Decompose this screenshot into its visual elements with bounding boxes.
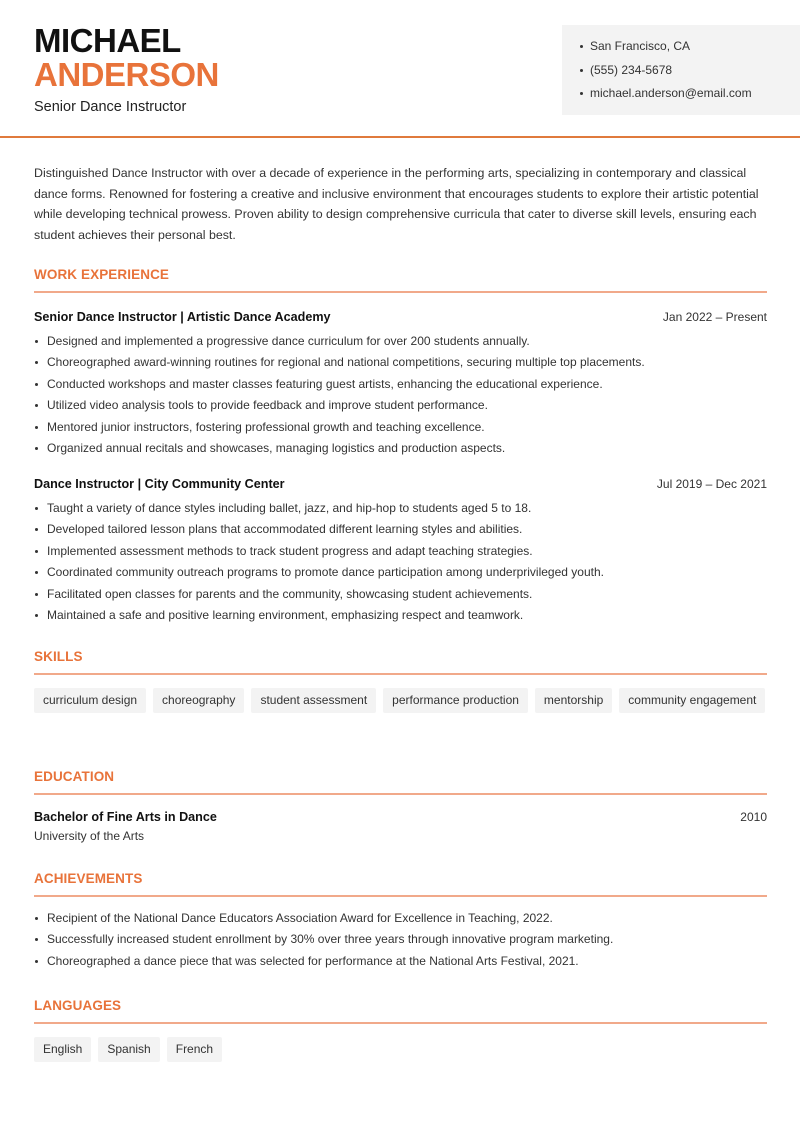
language-tag: French bbox=[167, 1037, 222, 1062]
skill-tag: choreography bbox=[153, 688, 244, 713]
skill-tag: performance production bbox=[383, 688, 528, 713]
language-tag: English bbox=[34, 1037, 91, 1062]
job-title: Senior Dance Instructor bbox=[34, 99, 187, 115]
first-name: MICHAEL bbox=[34, 22, 181, 59]
skill-tag: community engagement bbox=[619, 688, 765, 713]
job-bullet: Taught a variety of dance styles including ballet, jazz, and hip-hop to students aged 5 to 18. bbox=[34, 500, 767, 521]
job-bullet: Choreographed award-winning routines for regional and national competitions, securing multiple top placements. bbox=[34, 354, 767, 375]
email-text: michael.anderson@email.com bbox=[590, 86, 752, 100]
job-bullet: Developed tailored lesson plans that accommodated different learning styles and abilities. bbox=[34, 521, 767, 542]
degree-title: Bachelor of Fine Arts in Dance bbox=[34, 810, 217, 824]
job-bullets bbox=[34, 333, 767, 461]
job-bullet: Designed and implemented a progressive dance curriculum for over 200 students annually. bbox=[34, 333, 767, 354]
section-divider bbox=[34, 673, 767, 675]
summary-paragraph: Distinguished Dance Instructor with over a decade of experience in the performing arts, specializing in contemporary and classical dance forms. Renowned for fostering a creative and inclusive environment that encourages students to explore their artistic potential while developing technical prowess. Proven ability to design comprehensive curricula that cater to diverse skill levels, ensuring each student achieves their personal best. bbox=[34, 166, 759, 242]
section-title-education: EDUCATION bbox=[34, 769, 115, 784]
job-bullet: Coordinated community outreach programs to promote dance participation among underprivileged youth. bbox=[34, 564, 767, 585]
job-bullet: Implemented assessment methods to track student progress and adapt teaching strategies. bbox=[34, 543, 767, 564]
section-title-languages: LANGUAGES bbox=[34, 998, 122, 1013]
resume-header bbox=[0, 0, 800, 138]
skills-list bbox=[34, 688, 767, 713]
contact-phone[interactable] bbox=[580, 62, 800, 86]
achievement-item: Recipient of the National Dance Educators Association Award for Excellence in Teaching, 2022. bbox=[34, 910, 767, 931]
section-divider bbox=[34, 895, 767, 897]
section-divider bbox=[34, 291, 767, 293]
section-title-skills: SKILLS bbox=[34, 649, 83, 664]
languages-list bbox=[34, 1037, 767, 1062]
language-tag: Spanish bbox=[98, 1037, 159, 1062]
job-bullet: Facilitated open classes for parents and the community, showcasing student achievements. bbox=[34, 586, 767, 607]
contact-location bbox=[580, 38, 800, 62]
skill-tag: curriculum design bbox=[34, 688, 146, 713]
location-text: San Francisco, CA bbox=[590, 39, 691, 53]
section-divider bbox=[34, 1022, 767, 1024]
section-title-achievements: ACHIEVEMENTS bbox=[34, 871, 143, 886]
work-experience-section bbox=[34, 267, 767, 293]
contact-email[interactable] bbox=[580, 85, 800, 109]
job-bullet: Mentored junior instructors, fostering professional growth and teaching excellence. bbox=[34, 419, 767, 440]
school-name: University of the Arts bbox=[34, 829, 145, 843]
job-bullets bbox=[34, 500, 767, 628]
contact-box bbox=[562, 25, 800, 115]
experience-item bbox=[34, 310, 767, 461]
skills-section bbox=[34, 649, 767, 713]
skill-tag: student assessment bbox=[251, 688, 376, 713]
achievement-item: Choreographed a dance piece that was selected for performance at the National Arts Festival, 2021. bbox=[34, 953, 767, 974]
job-position-title: Dance Instructor | City Community Center bbox=[34, 477, 285, 491]
job-bullet: Organized annual recitals and showcases, managing logistics and production aspects. bbox=[34, 440, 767, 461]
job-bullet: Maintained a safe and positive learning environment, emphasizing respect and teamwork. bbox=[34, 607, 767, 628]
section-title-work-experience: WORK EXPERIENCE bbox=[34, 267, 170, 282]
job-dates: Jul 2019 – Dec 2021 bbox=[656, 477, 767, 491]
languages-section bbox=[34, 998, 767, 1062]
achievement-item: Successfully increased student enrollment by 30% over three years through innovative program marketing. bbox=[34, 931, 767, 952]
achievements-list bbox=[34, 910, 767, 974]
skill-tag: mentorship bbox=[535, 688, 612, 713]
achievements-section bbox=[34, 871, 767, 974]
last-name: ANDERSON bbox=[34, 56, 219, 93]
job-position-title: Senior Dance Instructor | Artistic Dance Academy bbox=[34, 310, 331, 324]
phone-text: (555) 234-5678 bbox=[590, 62, 673, 77]
job-bullet: Conducted workshops and master classes featuring guest artists, enhancing the educational experience. bbox=[34, 376, 767, 397]
contact-list bbox=[580, 38, 800, 109]
section-divider bbox=[34, 793, 767, 795]
graduation-year: 2010 bbox=[740, 810, 767, 824]
experience-item bbox=[34, 477, 767, 628]
job-dates: Jan 2022 – Present bbox=[662, 310, 767, 324]
job-bullet: Utilized video analysis tools to provide feedback and improve student performance. bbox=[34, 397, 767, 418]
education-section bbox=[34, 769, 767, 843]
